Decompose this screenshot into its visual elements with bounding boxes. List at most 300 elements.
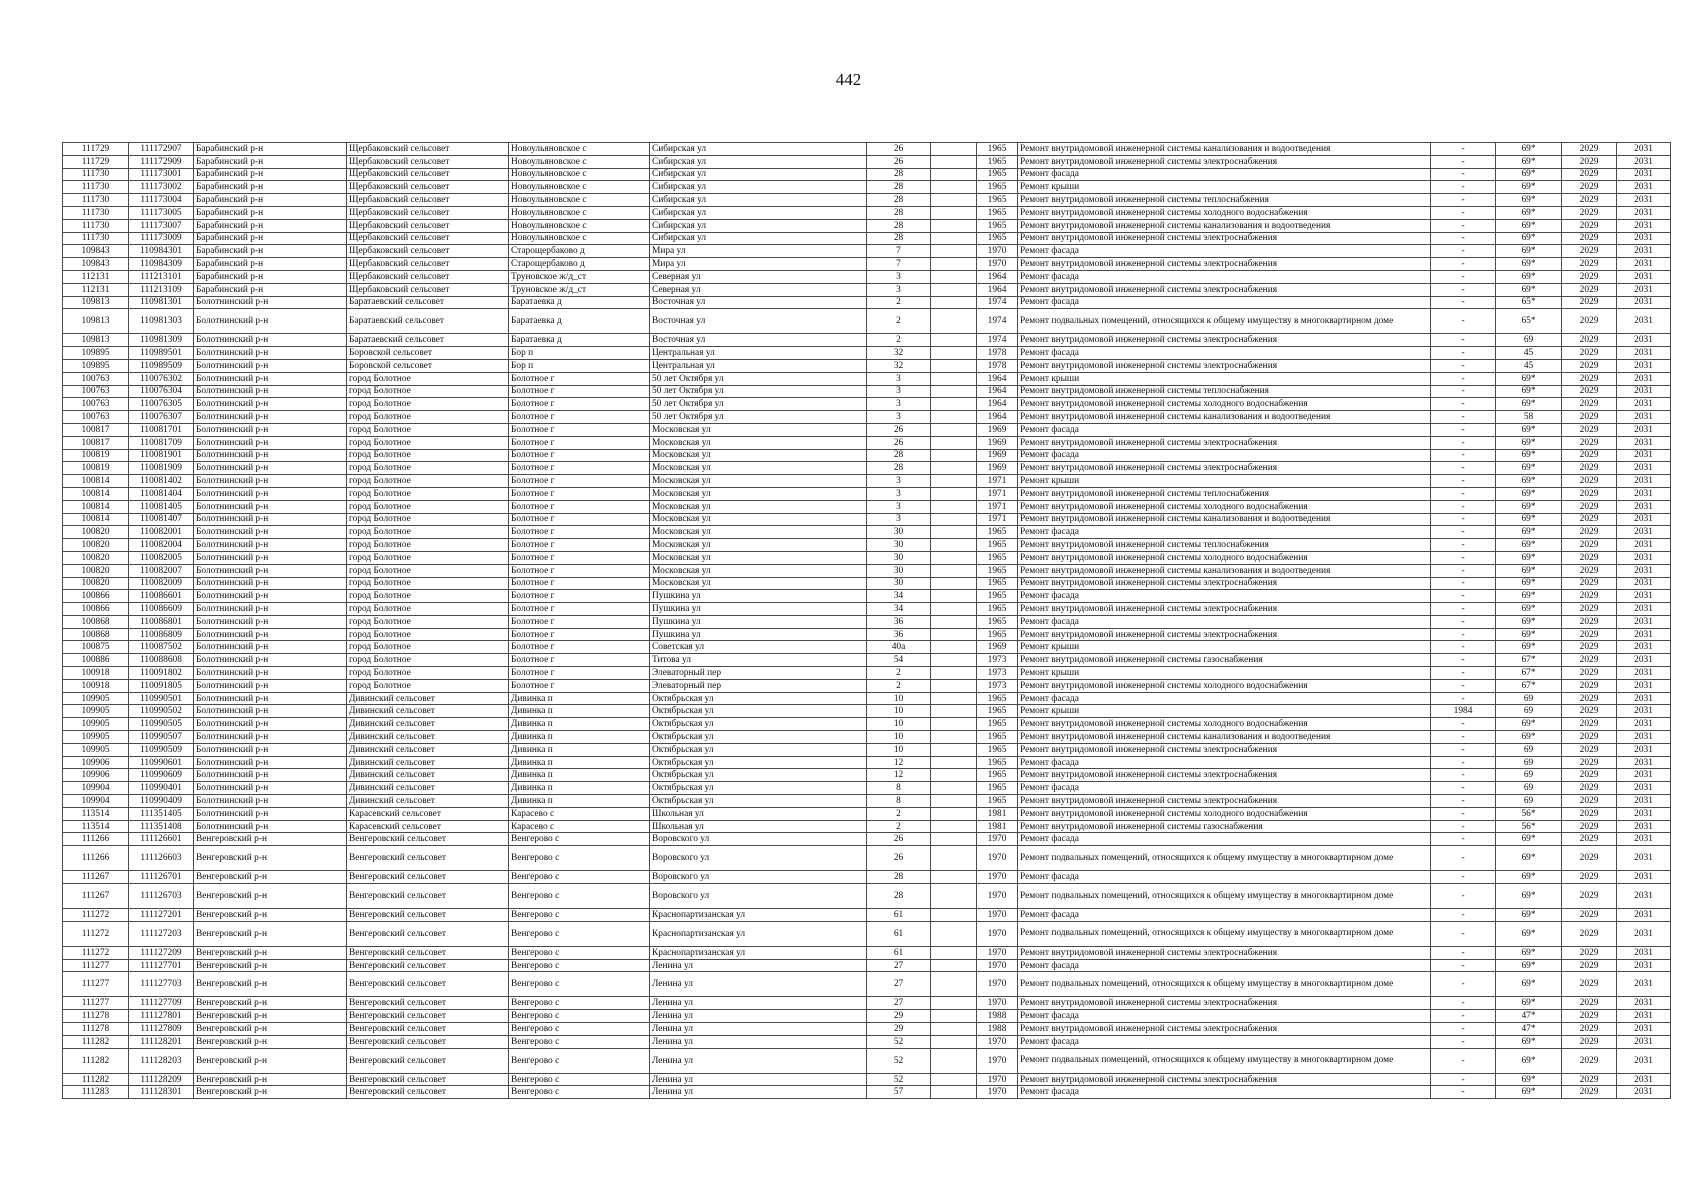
cell-house-number: 3 [867,487,931,500]
cell-object-id: 100763 [63,411,129,424]
cell-object-id: 111267 [63,871,129,884]
cell-housing [931,884,977,909]
cell-wear-percent: 69* [1496,718,1562,731]
cell-plan-end-year: 2031 [1617,258,1671,271]
cell-element-id: 110082007 [129,564,194,577]
cell-work-type: Ремонт подвальных помещений, относящихся к общему имуществу в многоквартирном доме [1018,972,1431,997]
cell-built-year: 1970 [977,959,1018,972]
cell-built-year: 1964 [977,385,1018,398]
cell-street: Октябрьская ул [650,692,867,705]
cell-element-id: 110990501 [129,692,194,705]
cell-plan-start-year: 2029 [1562,462,1617,475]
cell-house-number: 28 [867,449,931,462]
cell-house-number: 2 [867,296,931,309]
cell-plan-end-year: 2031 [1617,959,1671,972]
cell-element-id: 110088608 [129,654,194,667]
cell-settlement: Болотное г [509,385,650,398]
cell-street: Мира ул [650,258,867,271]
cell-settlement: Новоульяновское с [509,232,650,245]
cell-plan-end-year: 2031 [1617,1010,1671,1023]
cell-object-id: 109905 [63,705,129,718]
table-row [63,1035,1671,1048]
cell-work-type: Ремонт внутридомовой инженерной системы электроснабжения [1018,1023,1431,1036]
cell-house-number: 3 [867,270,931,283]
cell-plan-start-year: 2029 [1562,756,1617,769]
cell-built-year: 1971 [977,500,1018,513]
cell-plan-start-year: 2029 [1562,1073,1617,1086]
cell-last-repair-year: - [1431,155,1496,168]
cell-element-id: 111127201 [129,909,194,922]
cell-street: Октябрьская ул [650,731,867,744]
cell-wear-percent: 69* [1496,1048,1562,1073]
cell-element-id: 111127709 [129,997,194,1010]
cell-wear-percent: 69* [1496,577,1562,590]
cell-object-id: 100918 [63,679,129,692]
cell-wear-percent: 47* [1496,1023,1562,1036]
cell-work-type: Ремонт внутридомовой инженерной системы холодного водоснабжения [1018,551,1431,564]
cell-settlement: Дивинка п [509,756,650,769]
cell-work-type: Ремонт внутридомовой инженерной системы холодного водоснабжения [1018,718,1431,731]
cell-house-number: 27 [867,972,931,997]
cell-housing [931,590,977,603]
cell-last-repair-year: - [1431,411,1496,424]
cell-plan-end-year: 2031 [1617,155,1671,168]
cell-housing [931,705,977,718]
cell-house-number: 61 [867,921,931,946]
cell-house-number: 26 [867,833,931,846]
cell-municipality: Дивинский сельсовет [347,743,509,756]
cell-object-id: 100763 [63,385,129,398]
table-row [63,743,1671,756]
cell-street: Пушкина ул [650,628,867,641]
cell-housing [931,833,977,846]
cell-house-number: 30 [867,526,931,539]
cell-settlement: Венгерово с [509,1023,650,1036]
cell-work-type: Ремонт фасада [1018,782,1431,795]
cell-district: Болотнинский р-н [194,769,347,782]
cell-street: 50 лет Октября ул [650,372,867,385]
cell-plan-end-year: 2031 [1617,782,1671,795]
cell-object-id: 109906 [63,756,129,769]
cell-municipality: город Болотное [347,436,509,449]
table-row [63,475,1671,488]
cell-work-type: Ремонт фасада [1018,449,1431,462]
cell-plan-start-year: 2029 [1562,206,1617,219]
cell-wear-percent: 69* [1496,500,1562,513]
cell-work-type: Ремонт внутридомовой инженерной системы электроснабжения [1018,232,1431,245]
cell-last-repair-year: - [1431,769,1496,782]
cell-object-id: 100820 [63,564,129,577]
cell-built-year: 1964 [977,411,1018,424]
cell-house-number: 28 [867,206,931,219]
cell-object-id: 100820 [63,526,129,539]
cell-last-repair-year: - [1431,921,1496,946]
cell-work-type: Ремонт внутридомовой инженерной системы канализования и водоотведения [1018,143,1431,156]
cell-district: Болотнинский р-н [194,539,347,552]
cell-plan-end-year: 2031 [1617,206,1671,219]
cell-housing [931,487,977,500]
cell-plan-end-year: 2031 [1617,718,1671,731]
cell-last-repair-year: - [1431,232,1496,245]
cell-municipality: город Болотное [347,577,509,590]
cell-district: Болотнинский р-н [194,487,347,500]
cell-work-type: Ремонт внутридомовой инженерной системы электроснабжения [1018,1073,1431,1086]
cell-object-id: 111283 [63,1086,129,1099]
cell-district: Венгеровский р-н [194,1073,347,1086]
cell-plan-end-year: 2031 [1617,743,1671,756]
cell-element-id: 110989509 [129,359,194,372]
cell-work-type: Ремонт внутридомовой инженерной системы электроснабжения [1018,359,1431,372]
cell-object-id: 109905 [63,692,129,705]
table-row [63,692,1671,705]
table-row [63,846,1671,871]
cell-last-repair-year: - [1431,168,1496,181]
cell-plan-end-year: 2031 [1617,756,1671,769]
cell-wear-percent: 69* [1496,487,1562,500]
cell-element-id: 111173002 [129,181,194,194]
cell-built-year: 1965 [977,194,1018,207]
cell-object-id: 100817 [63,436,129,449]
cell-plan-end-year: 2031 [1617,372,1671,385]
cell-element-id: 111351405 [129,807,194,820]
cell-settlement: Болотное г [509,449,650,462]
cell-object-id: 100814 [63,513,129,526]
cell-plan-end-year: 2031 [1617,692,1671,705]
cell-plan-start-year: 2029 [1562,795,1617,808]
cell-plan-start-year: 2029 [1562,921,1617,946]
cell-wear-percent: 69* [1496,731,1562,744]
cell-built-year: 1965 [977,551,1018,564]
cell-plan-end-year: 2031 [1617,551,1671,564]
cell-plan-start-year: 2029 [1562,270,1617,283]
cell-settlement: Венгерово с [509,846,650,871]
cell-built-year: 1965 [977,577,1018,590]
cell-object-id: 111277 [63,972,129,997]
cell-housing [931,997,977,1010]
cell-housing [931,820,977,833]
cell-street: Сибирская ул [650,143,867,156]
cell-work-type: Ремонт внутридомовой инженерной системы газоснабжения [1018,654,1431,667]
cell-last-repair-year: - [1431,807,1496,820]
cell-element-id: 110081404 [129,487,194,500]
cell-district: Болотнинский р-н [194,795,347,808]
cell-last-repair-year: - [1431,641,1496,654]
cell-district: Венгеровский р-н [194,946,347,959]
cell-plan-start-year: 2029 [1562,782,1617,795]
cell-last-repair-year: - [1431,359,1496,372]
cell-wear-percent: 69 [1496,743,1562,756]
cell-element-id: 111213109 [129,283,194,296]
cell-wear-percent: 69* [1496,871,1562,884]
cell-plan-end-year: 2031 [1617,654,1671,667]
cell-housing [931,423,977,436]
cell-wear-percent: 67* [1496,679,1562,692]
cell-house-number: 28 [867,232,931,245]
cell-settlement: Болотное г [509,615,650,628]
cell-housing [931,731,977,744]
cell-street: Титова ул [650,654,867,667]
table-row [63,909,1671,922]
cell-object-id: 111730 [63,168,129,181]
cell-street: Восточная ул [650,296,867,309]
cell-object-id: 100817 [63,423,129,436]
cell-municipality: Боровской сельсовет [347,347,509,360]
cell-street: Сибирская ул [650,206,867,219]
cell-element-id: 110081909 [129,462,194,475]
cell-work-type: Ремонт подвальных помещений, относящихся к общему имуществу в многоквартирном доме [1018,309,1431,334]
cell-house-number: 54 [867,654,931,667]
cell-municipality: Щербаковский сельсовет [347,181,509,194]
cell-plan-start-year: 2029 [1562,526,1617,539]
cell-built-year: 1970 [977,884,1018,909]
cell-built-year: 1970 [977,909,1018,922]
table-row [63,641,1671,654]
cell-plan-start-year: 2029 [1562,359,1617,372]
cell-object-id: 111277 [63,997,129,1010]
cell-wear-percent: 45 [1496,359,1562,372]
cell-work-type: Ремонт внутридомовой инженерной системы электроснабжения [1018,155,1431,168]
cell-last-repair-year: - [1431,526,1496,539]
cell-settlement: Болотное г [509,500,650,513]
cell-district: Болотнинский р-н [194,743,347,756]
cell-district: Болотнинский р-н [194,705,347,718]
cell-element-id: 110086809 [129,628,194,641]
cell-element-id: 111128209 [129,1073,194,1086]
cell-municipality: Карасевский сельсовет [347,820,509,833]
cell-element-id: 111173004 [129,194,194,207]
cell-last-repair-year: - [1431,1073,1496,1086]
cell-object-id: 109813 [63,296,129,309]
cell-built-year: 1970 [977,946,1018,959]
cell-wear-percent: 69* [1496,909,1562,922]
cell-last-repair-year: - [1431,1035,1496,1048]
cell-settlement: Болотное г [509,590,650,603]
cell-settlement: Баратаевка д [509,296,650,309]
cell-work-type: Ремонт внутридомовой инженерной системы теплоснабжения [1018,385,1431,398]
table-row [63,731,1671,744]
cell-house-number: 52 [867,1048,931,1073]
cell-plan-start-year: 2029 [1562,309,1617,334]
cell-last-repair-year: - [1431,539,1496,552]
cell-plan-start-year: 2029 [1562,513,1617,526]
table-row [63,258,1671,271]
cell-district: Болотнинский р-н [194,475,347,488]
cell-built-year: 1965 [977,769,1018,782]
cell-plan-end-year: 2031 [1617,731,1671,744]
table-row [63,756,1671,769]
cell-plan-end-year: 2031 [1617,500,1671,513]
cell-plan-start-year: 2029 [1562,833,1617,846]
cell-wear-percent: 69* [1496,232,1562,245]
cell-settlement: Болотное г [509,551,650,564]
cell-element-id: 111127701 [129,959,194,972]
cell-housing [931,449,977,462]
cell-district: Венгеровский р-н [194,884,347,909]
cell-street: Ленина ул [650,972,867,997]
cell-municipality: Щербаковский сельсовет [347,283,509,296]
cell-street: Ленина ул [650,959,867,972]
cell-house-number: 3 [867,398,931,411]
cell-built-year: 1974 [977,296,1018,309]
cell-work-type: Ремонт внутридомовой инженерной системы электроснабжения [1018,946,1431,959]
cell-plan-start-year: 2029 [1562,997,1617,1010]
cell-last-repair-year: - [1431,423,1496,436]
cell-element-id: 110081701 [129,423,194,436]
cell-wear-percent: 69* [1496,1086,1562,1099]
cell-wear-percent: 69* [1496,997,1562,1010]
cell-plan-start-year: 2029 [1562,1086,1617,1099]
cell-plan-start-year: 2029 [1562,347,1617,360]
cell-plan-start-year: 2029 [1562,807,1617,820]
cell-settlement: Венгерово с [509,1048,650,1073]
cell-housing [931,500,977,513]
cell-object-id: 109813 [63,334,129,347]
cell-plan-start-year: 2029 [1562,846,1617,871]
cell-plan-start-year: 2029 [1562,398,1617,411]
cell-plan-end-year: 2031 [1617,1086,1671,1099]
cell-last-repair-year: - [1431,398,1496,411]
cell-street: Краснопартизанская ул [650,946,867,959]
cell-object-id: 109813 [63,309,129,334]
cell-work-type: Ремонт внутридомовой инженерной системы газоснабжения [1018,820,1431,833]
cell-housing [931,1073,977,1086]
cell-wear-percent: 65* [1496,296,1562,309]
cell-municipality: Щербаковский сельсовет [347,245,509,258]
table-row [63,628,1671,641]
cell-house-number: 26 [867,846,931,871]
cell-built-year: 1964 [977,372,1018,385]
table-row [63,1073,1671,1086]
cell-municipality: Дивинский сельсовет [347,756,509,769]
cell-municipality: Венгеровский сельсовет [347,833,509,846]
cell-plan-end-year: 2031 [1617,820,1671,833]
cell-built-year: 1965 [977,232,1018,245]
cell-element-id: 110081407 [129,513,194,526]
table-row [63,296,1671,309]
cell-plan-start-year: 2029 [1562,743,1617,756]
cell-wear-percent: 69* [1496,1035,1562,1048]
cell-work-type: Ремонт подвальных помещений, относящихся к общему имуществу в многоквартирном доме [1018,921,1431,946]
cell-municipality: Венгеровский сельсовет [347,1023,509,1036]
cell-last-repair-year: - [1431,743,1496,756]
table-row [63,1010,1671,1023]
cell-built-year: 1970 [977,921,1018,946]
cell-element-id: 111172907 [129,143,194,156]
cell-built-year: 1970 [977,833,1018,846]
cell-last-repair-year: - [1431,206,1496,219]
cell-municipality: Карасевский сельсовет [347,807,509,820]
cell-built-year: 1978 [977,347,1018,360]
cell-object-id: 111267 [63,884,129,909]
table-row [63,603,1671,616]
cell-built-year: 1970 [977,972,1018,997]
cell-work-type: Ремонт фасада [1018,1035,1431,1048]
cell-last-repair-year: - [1431,909,1496,922]
cell-municipality: город Болотное [347,679,509,692]
cell-work-type: Ремонт внутридомовой инженерной системы электроснабжения [1018,628,1431,641]
cell-wear-percent: 69* [1496,206,1562,219]
cell-district: Болотнинский р-н [194,807,347,820]
cell-wear-percent: 56* [1496,807,1562,820]
cell-municipality: город Болотное [347,628,509,641]
cell-settlement: Болотное г [509,667,650,680]
cell-plan-start-year: 2029 [1562,615,1617,628]
cell-element-id: 110984309 [129,258,194,271]
cell-element-id: 110086601 [129,590,194,603]
table-row [63,551,1671,564]
cell-built-year: 1988 [977,1023,1018,1036]
cell-element-id: 110082005 [129,551,194,564]
cell-object-id: 109904 [63,795,129,808]
cell-settlement: Венгерово с [509,997,650,1010]
cell-work-type: Ремонт внутридомовой инженерной системы электроснабжения [1018,577,1431,590]
cell-street: Воровского ул [650,833,867,846]
cell-plan-end-year: 2031 [1617,946,1671,959]
cell-district: Болотнинский р-н [194,411,347,424]
cell-built-year: 1970 [977,997,1018,1010]
cell-plan-start-year: 2029 [1562,143,1617,156]
cell-settlement: Дивинка п [509,705,650,718]
cell-wear-percent: 56* [1496,820,1562,833]
cell-house-number: 7 [867,258,931,271]
cell-settlement: Болотное г [509,372,650,385]
cell-work-type: Ремонт фасада [1018,1086,1431,1099]
cell-street: Московская ул [650,449,867,462]
cell-settlement: Болотное г [509,462,650,475]
cell-house-number: 52 [867,1035,931,1048]
cell-plan-end-year: 2031 [1617,795,1671,808]
cell-municipality: Венгеровский сельсовет [347,1048,509,1073]
cell-house-number: 34 [867,590,931,603]
cell-last-repair-year: - [1431,654,1496,667]
cell-municipality: Венгеровский сельсовет [347,1073,509,1086]
cell-built-year: 1965 [977,219,1018,232]
cell-municipality: Щербаковский сельсовет [347,270,509,283]
cell-house-number: 10 [867,692,931,705]
cell-work-type: Ремонт внутридомовой инженерной системы теплоснабжения [1018,487,1431,500]
cell-municipality: Щербаковский сельсовет [347,206,509,219]
cell-plan-start-year: 2029 [1562,972,1617,997]
cell-house-number: 32 [867,359,931,372]
cell-built-year: 1965 [977,692,1018,705]
cell-last-repair-year: - [1431,500,1496,513]
cell-house-number: 29 [867,1010,931,1023]
cell-plan-start-year: 2029 [1562,258,1617,271]
cell-work-type: Ремонт фасада [1018,590,1431,603]
cell-street: Пушкина ул [650,590,867,603]
cell-object-id: 100814 [63,475,129,488]
cell-housing [931,245,977,258]
cell-work-type: Ремонт фасада [1018,959,1431,972]
cell-housing [931,641,977,654]
cell-settlement: Болотное г [509,564,650,577]
cell-plan-start-year: 2029 [1562,449,1617,462]
cell-plan-end-year: 2031 [1617,1023,1671,1036]
cell-municipality: Дивинский сельсовет [347,782,509,795]
cell-object-id: 111266 [63,833,129,846]
cell-house-number: 27 [867,959,931,972]
cell-district: Венгеровский р-н [194,1035,347,1048]
cell-house-number: 28 [867,194,931,207]
cell-plan-end-year: 2031 [1617,283,1671,296]
cell-element-id: 110990609 [129,769,194,782]
cell-municipality: Щербаковский сельсовет [347,155,509,168]
cell-district: Болотнинский р-н [194,615,347,628]
cell-element-id: 110076307 [129,411,194,424]
cell-last-repair-year: - [1431,577,1496,590]
cell-district: Болотнинский р-н [194,564,347,577]
cell-last-repair-year: - [1431,181,1496,194]
